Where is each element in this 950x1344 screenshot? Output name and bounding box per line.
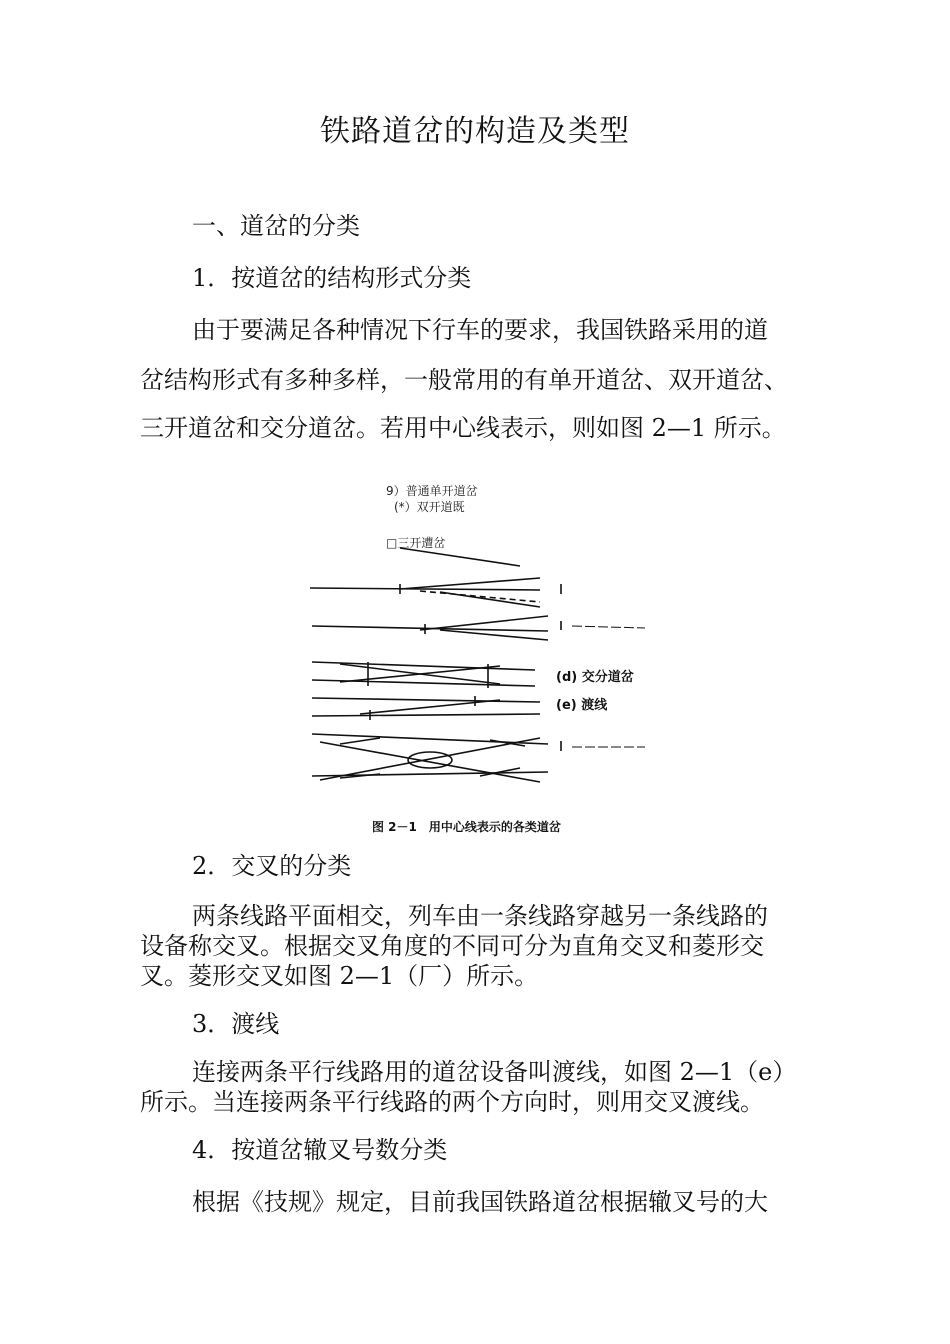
figure-label: (*）双开道既 (394, 500, 465, 514)
figure-label: (e) 渡线 (556, 698, 608, 713)
section-heading: 一、道岔的分类 (192, 212, 360, 240)
track-line (312, 662, 535, 670)
track-line (420, 616, 548, 630)
paragraph-line: 所示。当连接两条平行线路的两个方向时，则用交叉渡线。 (140, 1088, 764, 1116)
track-line (340, 666, 500, 682)
figure-caption: 图 2－1 用中心线表示的各类道岔 (372, 820, 561, 834)
track-line (440, 592, 540, 607)
turnout-diagram (300, 476, 660, 838)
track-mark (572, 626, 645, 628)
figure-turnout-diagrams (300, 476, 660, 838)
paragraph-line: 三开道岔和交分道岔。若用中心线表示，则如图 2—1 所示。 (140, 414, 786, 442)
paragraph-line: 叉。菱形交叉如图 2—1（厂）所示。 (140, 962, 539, 990)
track-line (312, 698, 540, 702)
figure-label: □三开遭岔 (386, 536, 446, 550)
track-line (400, 578, 540, 589)
track-line (440, 630, 548, 640)
paragraph-line: 岔结构形式有多种多样，一般常用的有单开道岔、双开道岔、 (140, 366, 788, 394)
track-line (340, 738, 380, 744)
paragraph-line: 两条线路平面相交，列车由一条线路穿越另一条线路的 (192, 902, 768, 930)
paragraph-line: 根据《技规》规定，目前我国铁路道岔根据辙叉号的大 (192, 1188, 768, 1216)
subsection-heading: 1．按道岔的结构形式分类 (192, 264, 472, 292)
figure-label: 9）普通单开道岔 (386, 484, 478, 498)
track-line (420, 591, 540, 602)
track-line (360, 700, 500, 714)
paragraph-line: 设备称交叉。根据交叉角度的不同可分为直角交叉和菱形交 (140, 932, 764, 960)
page-title: 铁路道岔的构造及类型 (320, 114, 630, 149)
paragraph-line: 连接两条平行线路用的道岔设备叫渡线，如图 2—1（e） (192, 1058, 797, 1086)
subsection-heading: 4．按道岔辙叉号数分类 (192, 1136, 448, 1164)
track-line (310, 588, 540, 590)
figure-label: (d) 交分道岔 (556, 670, 634, 685)
subsection-heading: 3．渡线 (192, 1010, 280, 1038)
track-line (312, 714, 540, 716)
subsection-heading: 2．交叉的分类 (192, 852, 352, 880)
paragraph-line: 由于要满足各种情况下行车的要求，我国铁路采用的道 (192, 316, 768, 344)
